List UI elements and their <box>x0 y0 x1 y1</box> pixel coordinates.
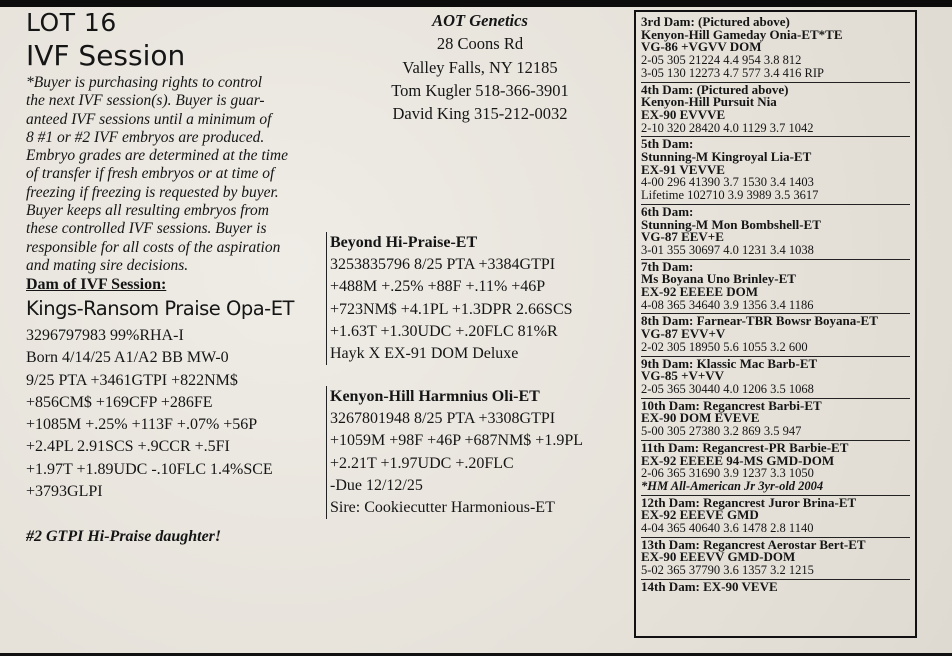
terms-line: Embryo grades are determined at the time <box>26 147 289 165</box>
sire-name: Kenyon-Hill Harmnius Oli-ET <box>330 388 540 405</box>
company-name: AOT Genetics <box>432 11 528 30</box>
terms-line: these controlled IVF sessions. Buyer is <box>26 220 267 238</box>
pedigree-record-line: 3-05 130 12273 4.7 577 3.4 416 RIP <box>641 65 824 80</box>
top-border <box>0 0 952 7</box>
sire-stat-line: -Due 12/12/25 <box>330 476 423 494</box>
terms-line: Buyer keeps all resulting embryos from <box>26 202 269 220</box>
pedigree-dam-6 <box>641 205 910 260</box>
pedigree-header-line: 3rd Dam: (Pictured above) <box>641 14 790 29</box>
dam-note: #2 GTPI Hi-Praise daughter! <box>26 528 222 545</box>
terms-line: 8 #1 or #2 IVF embryos are produced. <box>26 128 265 146</box>
contact-line: Tom Kugler 518-366-3901 <box>391 80 569 100</box>
sire-stat-line: Sire: Cookiecutter Harmonious-ET <box>330 499 555 517</box>
dam-label: Dam of IVF Session: <box>26 276 167 293</box>
terms-line: freezing if freezing is requested by buyer. <box>26 183 279 201</box>
pedigree-header-line: VG-87 EEV+E <box>641 229 724 245</box>
pedigree-dam-12 <box>641 496 910 538</box>
pedigree-record-line: 5-00 305 27380 3.2 869 3.5 947 <box>641 424 802 439</box>
pedigree-dam-8 <box>641 314 910 356</box>
pedigree-header-line: Kenyon-Hill Gameday Onia-ET*TE <box>641 26 843 42</box>
sire-block-2 <box>326 386 583 519</box>
pedigree-record-line: 5-02 365 37790 3.6 1357 3.2 1215 <box>641 563 814 578</box>
dam-stat-line: Born 4/14/25 A1/A2 BB MW-0 <box>26 349 229 367</box>
pedigree-dam-11 <box>641 441 910 496</box>
pedigree-dam-7 <box>641 260 910 315</box>
pedigree-record-line: 4-04 365 40640 3.6 1478 2.8 1140 <box>641 521 814 536</box>
pedigree-header-line: Stunning-M Mon Bombshell-ET <box>641 216 821 232</box>
pedigree-header-line: EX-90 EVVVE <box>641 106 726 122</box>
pedigree-record-line: 3-01 355 30697 4.0 1231 3.4 1038 <box>641 242 814 257</box>
sire-stat-line: +488M +.25% +88F +.11% +46P <box>330 278 546 296</box>
pedigree-header-line: 6th Dam: <box>641 203 694 219</box>
pedigree-header-line: EX-90 EEEVV GMD-DOM <box>641 549 796 565</box>
sire-stat-line: +723NM$ +4.1PL +1.3DPR 2.66SCS <box>330 300 573 318</box>
pedigree-header-line: 5th Dam: <box>641 136 694 152</box>
terms-line: *Buyer is purchasing rights to control <box>26 74 263 91</box>
pedigree-box <box>634 10 917 638</box>
pedigree-header-line: VG-85 +V+VV <box>641 368 725 384</box>
pedigree-record-line: 4-00 296 41390 3.7 1530 3.4 1403 <box>641 175 814 190</box>
pedigree-header-line: EX-92 EEEEE 94-MS GMD-DOM <box>641 452 835 468</box>
contact-line: 28 Coons Rd <box>436 34 524 54</box>
pedigree-note: *HM All-American Jr 3yr-old 2004 <box>641 478 824 493</box>
pedigree-record-line: 2-05 305 21224 4.4 954 3.8 812 <box>641 53 802 68</box>
terms-line: the next IVF session(s). Buyer is guar- <box>26 92 265 110</box>
pedigree-header-line: Stunning-M Kingroyal Lia-ET <box>641 149 812 165</box>
pedigree-record-line: Lifetime 102710 3.9 3989 3.5 3617 <box>641 188 819 203</box>
contact-line: Valley Falls, NY 12185 <box>402 57 558 77</box>
pedigree-dam-10 <box>641 399 910 441</box>
pedigree-record-line: 2-02 305 18950 5.6 1055 3.2 600 <box>641 339 808 354</box>
pedigree-header-line: 4th Dam: (Pictured above) <box>641 81 789 97</box>
pedigree-dam-9 <box>641 357 910 399</box>
terms-text <box>26 74 328 275</box>
dam-name: Kings-Ransom Praise Opa-ET <box>26 297 294 320</box>
dam-stat-line: +856CM$ +169CFP +286FE <box>26 393 213 411</box>
terms-line: of transfer if fresh embryos or at time of <box>26 165 275 183</box>
sire-stat-line: Hayk X EX-91 DOM Deluxe <box>330 345 519 363</box>
pedigree-header-line: VG-86 +VGVV DOM <box>641 39 762 55</box>
sire-stat-line: 3267801948 8/25 PTA +3308GTPI <box>330 410 556 428</box>
dam-stat-line: 9/25 PTA +3461GTPI +822NM$ <box>26 371 238 389</box>
pedigree-header-line: 14th Dam: EX-90 VEVE <box>641 578 778 594</box>
pedigree-header-line: VG-87 EVV+V <box>641 326 726 342</box>
contact-block <box>330 9 630 125</box>
pedigree-record-line: 2-05 365 30440 4.0 1206 3.5 1068 <box>641 381 814 396</box>
pedigree-header-line: 11th Dam: Regancrest-PR Barbie-ET <box>641 439 849 455</box>
terms-line: anteed IVF sessions until a minimum of <box>26 110 272 128</box>
sire-name: Beyond Hi-Praise-ET <box>330 234 478 251</box>
pedigree-record-line: 4-08 365 34640 3.9 1356 3.4 1186 <box>641 297 814 312</box>
pedigree-header-line: 9th Dam: Klassic Mac Barb-ET <box>641 355 818 371</box>
pedigree-header-line: Ms Boyana Uno Brinley-ET <box>641 271 796 287</box>
pedigree-header-line: 12th Dam: Regancrest Juror Brina-ET <box>641 494 857 510</box>
dam-stat-line: +1085M +.25% +113F +.07% +56P <box>26 416 258 434</box>
pedigree-header-line: Kenyon-Hill Pursuit Nia <box>641 94 777 110</box>
sire-block-1 <box>326 232 573 365</box>
pedigree-dam-14 <box>641 580 910 596</box>
dam-stat-line: +1.97T +1.89UDC -.10FLC 1.4%SCE <box>26 460 273 478</box>
pedigree-header-line: 13th Dam: Regancrest Aerostar Bert-ET <box>641 536 866 552</box>
terms-line: responsible for all costs of the aspiration <box>26 238 281 256</box>
pedigree-dam-4 <box>641 83 910 138</box>
sire-stat-line: 3253835796 8/25 PTA +3384GTPI <box>330 256 556 274</box>
dam-stats <box>26 325 273 503</box>
pedigree-header-line: EX-92 EEEVE GMD <box>641 507 759 523</box>
dam-stat-line: +2.4PL 2.91SCS +.9CCR +.5FI <box>26 438 230 456</box>
pedigree-dam-5 <box>641 137 910 205</box>
terms-line: and mating sire decisions. <box>26 256 189 274</box>
pedigree-header-line: EX-92 EEEEE DOM <box>641 284 759 300</box>
dam-stat-line: +3793GLPI <box>26 483 103 501</box>
pedigree-dam-13 <box>641 538 910 580</box>
pedigree-header-line: 8th Dam: Farnear-TBR Bowsr Boyana-ET <box>641 313 878 329</box>
pedigree-record-line: 2-10 320 28420 4.0 1129 3.7 1042 <box>641 120 814 135</box>
sire-stat-line: +1059M +98F +46P +687NM$ +1.9PL <box>330 432 583 450</box>
pedigree-header-line: 10th Dam: Regancrest Barbi-ET <box>641 397 822 413</box>
dam-stat-line: 3296797983 99%RHA-I <box>26 327 184 344</box>
pedigree-header-line: EX-90 DOM EVEVE <box>641 410 760 426</box>
pedigree-dam-3 <box>641 15 910 83</box>
contact-line: David King 315-212-0032 <box>392 104 568 124</box>
pedigree-record-line: 2-06 365 31690 3.9 1237 3.3 1050 <box>641 466 814 481</box>
sire-stat-line: +1.63T +1.30UDC +.20FLC 81%R <box>330 322 558 340</box>
pedigree-header-line: 7th Dam: <box>641 258 694 274</box>
lot-number: LOT 16 <box>26 8 117 37</box>
sire-stat-line: +2.21T +1.97UDC +.20FLC <box>330 454 514 472</box>
lot-title: IVF Session <box>26 39 186 72</box>
pedigree-header-line: EX-91 VEVVE <box>641 161 725 177</box>
